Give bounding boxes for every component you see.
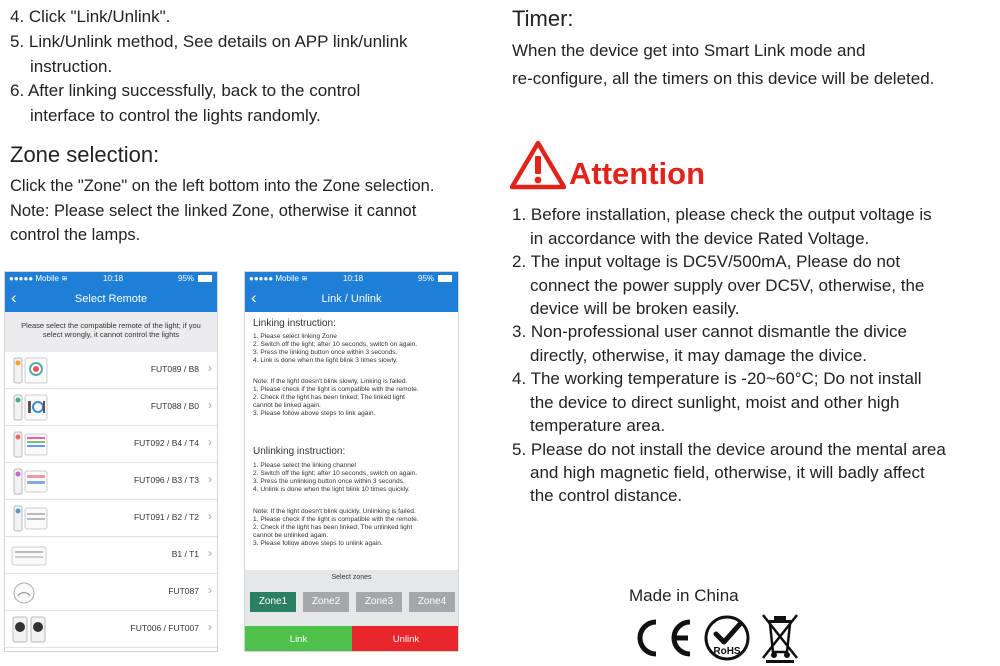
step-5: 5. Link/Unlink method, See details on APP link/unlink [10, 32, 408, 51]
linking-note: 3. Please follow above steps to link again. [253, 410, 376, 417]
step-6-cont: interface to control the lights randomly. [30, 106, 321, 125]
attention-item-1-cont: in accordance with the device Rated Voltage. [530, 229, 870, 248]
attention-item-2: 2. The input voltage is DC5V/500mA, Please do not [512, 252, 901, 271]
made-in-china: Made in China [629, 586, 739, 605]
instructions-panel [245, 312, 458, 570]
linking-note: 2. Check if the light has been linked; The linked light [253, 394, 405, 401]
attention-item-4: 4. The working temperature is -20~60°C; Do not install [512, 369, 922, 388]
remote-thumbnail-icon [10, 356, 50, 385]
rohs-check-icon [701, 614, 753, 662]
unlink-button[interactable]: Unlink [352, 626, 459, 652]
zone-3-button[interactable]: Zone3 [356, 592, 402, 612]
remote-row-b1[interactable] [5, 537, 217, 574]
remote-thumbnail-icon [10, 541, 50, 570]
linking-line: 1. Please select linking Zone [253, 333, 337, 340]
linking-note: 1. Please check if the light is compatible with the remote. [253, 386, 419, 393]
ce-mark-icon [628, 616, 694, 660]
remote-row-fut088[interactable] [5, 389, 217, 426]
status-time: 10:18 [343, 274, 364, 283]
remote-label: FUT096 / B3 / T3 [133, 475, 199, 485]
attention-item-4-cont: temperature area. [530, 416, 666, 435]
unlinking-line: 3. Press the unlinking button once within 3 seconds. [253, 478, 405, 485]
select-remote-info [5, 312, 217, 352]
linking-line: 4. Link is done when the light blink 3 times slowly. [253, 357, 398, 364]
remote-thumbnail-icon [10, 393, 50, 422]
attention-item-1: 1. Before installation, please check the output voltage is [512, 205, 932, 224]
remote-label: FUT087 [168, 586, 199, 596]
carrier-signal: ●●●●● Mobile ≋ [9, 274, 68, 283]
info-line-2: select wrongly, it cannot control the lights [42, 330, 180, 339]
step-5-cont: instruction. [30, 57, 113, 76]
zone-heading: Zone selection: [10, 142, 160, 167]
zone-4-button[interactable]: Zone4 [409, 592, 455, 612]
zone-note-cont: control the lamps. [10, 226, 141, 244]
unlinking-note: 3. Please follow above steps to unlink again. [253, 540, 383, 547]
chevron-right-icon: › [208, 435, 212, 449]
page-title: Link / Unlink [321, 293, 382, 305]
link-button[interactable]: Link [245, 626, 352, 652]
unlinking-line: 2. Switch off the light; after 10 seconds, switch on again. [253, 470, 418, 477]
unlinking-note: 1. Please check if the light is compatible with the remote. [253, 516, 419, 523]
back-chevron-icon[interactable]: ‹ [251, 288, 257, 307]
unlinking-note: Note: If the light doesn't blink quickly, Unlinking is failed. [253, 508, 416, 515]
page-title: Select Remote [74, 293, 148, 305]
info-line-1: Please select the compatible remote of the light; if you [21, 321, 201, 330]
status-bar [245, 272, 458, 286]
remote-thumbnail-icon [10, 430, 50, 459]
remote-label: FUT091 / B2 / T2 [133, 512, 199, 522]
zones-label: Select zones [331, 574, 372, 581]
attention-item-3: 3. Non-professional user cannot dismantle the divice [512, 322, 907, 341]
remote-row-fut089[interactable] [5, 352, 217, 389]
zone-note: Note: Please select the linked Zone, otherwise it cannot [10, 202, 417, 220]
remote-label: FUT006 / FUT007 [130, 623, 199, 633]
remote-row-fut096[interactable] [5, 463, 217, 500]
unlinking-note: cannot be unlinked again. [253, 532, 329, 539]
remote-row-fut092[interactable] [5, 426, 217, 463]
attention-item-5: 5. Please do not install the device around the mental area [512, 440, 946, 459]
back-chevron-icon[interactable]: ‹ [11, 288, 17, 307]
attention-item-5-cont: the control distance. [530, 486, 683, 505]
zone-instruction: Click the "Zone" on the left bottom into the Zone selection. [10, 177, 435, 195]
attention-item-3-cont: directly, otherwise, it may damage the divice. [530, 346, 867, 365]
attention-item-2-cont: connect the power supply over DC5V, otherwise, the [530, 276, 925, 295]
battery-percent: 95% [418, 274, 435, 283]
step-4: 4. Click "Link/Unlink". [10, 7, 171, 26]
chevron-right-icon: › [208, 361, 212, 375]
chevron-right-icon: › [208, 620, 212, 634]
remote-label: FUT088 / B0 [150, 401, 199, 411]
status-bar [5, 272, 217, 286]
remote-row-fut087[interactable] [5, 574, 217, 611]
chevron-right-icon: › [208, 398, 212, 412]
remote-row-fut006[interactable] [5, 611, 217, 648]
linking-line: 2. Switch off the light; after 10 seconds, switch on again. [253, 341, 418, 348]
remote-thumbnail-icon [10, 467, 50, 496]
attention-item-4-cont: the device to direct sunlight, moist and other high [530, 393, 900, 412]
battery-icon [198, 275, 212, 282]
attention-title: Attention [569, 156, 706, 191]
linking-note: cannot be linked again. [253, 402, 321, 409]
zone-selector [245, 570, 458, 626]
attention-item-2-cont: device will be broken easily. [530, 299, 740, 318]
timer-line-2: re-configure, all the timers on this device will be deleted. [512, 69, 935, 88]
remote-thumbnail-icon [10, 578, 50, 607]
remote-label: B1 / T1 [171, 549, 199, 559]
link-unlink-screen [244, 271, 459, 652]
chevron-right-icon: › [208, 546, 212, 560]
attention-item-5-cont: and high magnetic field, otherwise, it will badly affect [530, 463, 925, 482]
unlinking-heading: Unlinking instruction: [253, 446, 346, 457]
crossed-bin-icon [760, 612, 800, 664]
chevron-right-icon: › [208, 472, 212, 486]
remote-label: FUT089 / B8 [150, 364, 199, 374]
remote-thumbnail-icon [10, 615, 50, 644]
linking-heading: Linking instruction: [253, 318, 336, 329]
warning-triangle-icon [510, 140, 566, 190]
linking-line: 3. Press the linking button once within 3 seconds. [253, 349, 398, 356]
battery-icon [438, 275, 452, 282]
linking-note: Note: If the light doesn't blink slowly, Linking is failed. [253, 378, 408, 385]
remote-thumbnail-icon [10, 504, 50, 533]
remote-label: FUT092 / B4 / T4 [133, 438, 199, 448]
timer-heading: Timer: [512, 6, 574, 31]
battery-percent: 95% [178, 274, 195, 283]
carrier-signal: ●●●●● Mobile ≋ [249, 274, 308, 283]
status-time: 10:18 [103, 274, 124, 283]
nav-bar [5, 286, 217, 312]
chevron-right-icon: › [208, 509, 212, 523]
rohs-label: RoHS [713, 646, 741, 657]
step-6: 6. After linking successfully, back to the control [10, 81, 361, 100]
timer-line-1: When the device get into Smart Link mode and [512, 41, 866, 60]
unlinking-line: 1. Please select the linking channel [253, 462, 357, 469]
nav-bar [245, 286, 458, 312]
unlinking-line: 4. Unlink is done when the light blink 10 times quickly. [253, 486, 410, 493]
zone-2-button[interactable]: Zone2 [303, 592, 349, 612]
chevron-right-icon: › [208, 583, 212, 597]
select-remote-screen [4, 271, 218, 652]
remote-row-fut091[interactable] [5, 500, 217, 537]
unlinking-note: 2. Check if the light has been linked; The unlinked light [253, 524, 413, 531]
zone-1-button[interactable]: Zone1 [250, 592, 296, 612]
